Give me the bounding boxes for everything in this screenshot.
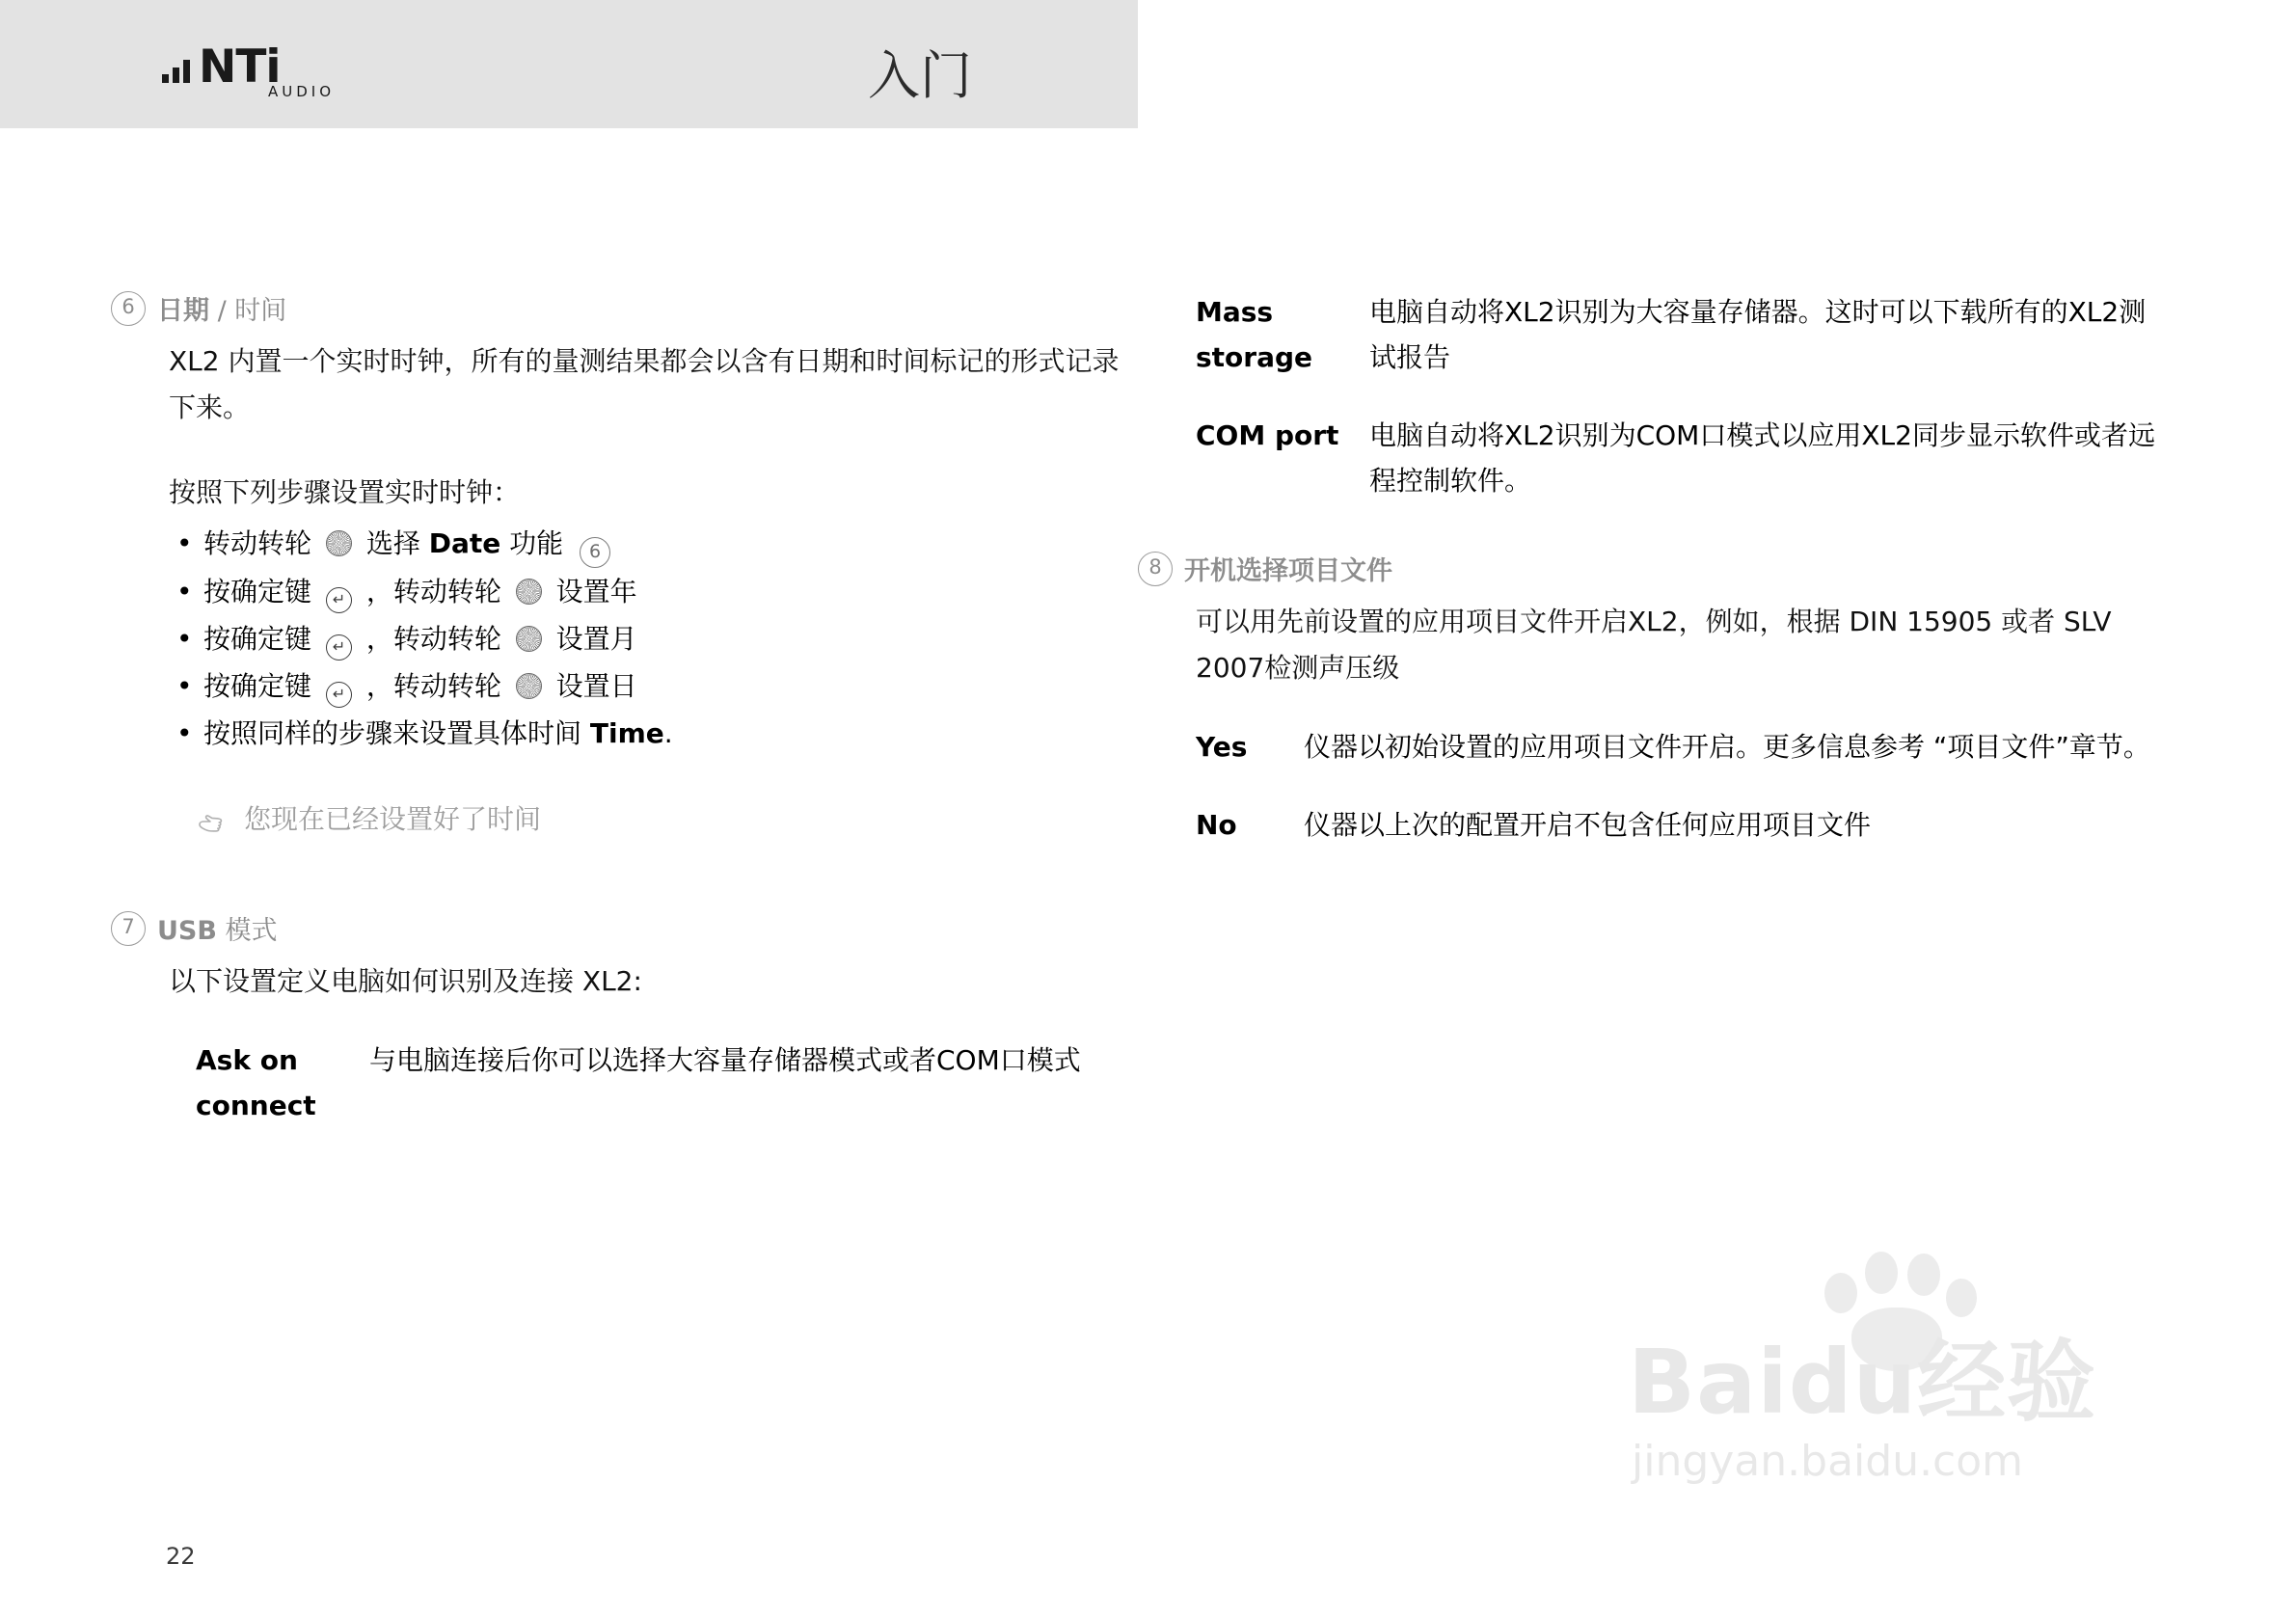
steps-list — [169, 520, 1143, 757]
section-startup-project-file — [1148, 550, 2170, 848]
definition-term: No — [1196, 809, 1237, 841]
definition-term: COM port — [1196, 419, 1339, 451]
list-item — [169, 520, 1143, 568]
wheel-icon — [326, 530, 352, 556]
logo-subtext: AUDIO — [268, 83, 336, 100]
logo-bars-icon — [162, 56, 190, 83]
step-text-post: 设置年 — [555, 576, 637, 607]
step-text-mid: ，转动转轮 — [365, 576, 501, 607]
note-text: 您现在已经设置好了时间 — [244, 803, 542, 835]
definition-description: 电脑自动将XL2识别为大容量存储器。这时可以下载所有的XL2测试报告 — [1369, 296, 2147, 373]
watermark-main-text: Baidu经验 — [1628, 1331, 2097, 1434]
step-text-post: . — [663, 717, 673, 749]
step-text-post: 功能 — [500, 527, 564, 559]
section-title-rest: / 时间 — [209, 296, 287, 326]
definition-description: 仪器以上次的配置开启不包含任何应用项目文件 — [1304, 809, 1872, 841]
paw-print-icon — [1815, 1244, 1969, 1379]
section-number-badge: 6 — [111, 291, 146, 326]
step-text-mid: 选择 — [365, 527, 429, 559]
section-heading — [1138, 550, 2170, 587]
step-text-bold: Date — [428, 527, 501, 559]
watermark-sub-text: jingyan.baidu.com — [1632, 1437, 2024, 1486]
page-number: 22 — [166, 1543, 196, 1570]
section-title — [157, 909, 278, 947]
right-column — [1148, 289, 2170, 880]
definition-term: Mass storage — [1196, 296, 1313, 373]
reference-number-badge: 6 — [580, 537, 610, 568]
step-text-post: 设置月 — [555, 623, 637, 655]
step-text-mid: ，转动转轮 — [365, 623, 501, 655]
definition-description: 与电脑连接后你可以选择大容量存储器模式或者COM口模式 — [369, 1044, 1081, 1076]
wheel-icon — [516, 626, 542, 652]
step-text-pre: 按照同样的步骤来设置具体时间 — [203, 717, 590, 749]
paragraph-steps-lead: 按照下列步骤设置实时时钟： — [169, 476, 521, 508]
section-heading — [111, 289, 1143, 327]
section-title-rest: 模式 — [216, 916, 278, 946]
section-title-bold: 开机选择项目文件 — [1184, 556, 1392, 586]
step-text-pre: 按确定键 — [203, 576, 312, 607]
wheel-icon — [516, 673, 542, 699]
list-item — [169, 568, 1143, 615]
definition-row — [196, 1038, 1143, 1128]
definition-row — [1196, 724, 2170, 769]
section-title-bold: 日期 — [157, 296, 209, 326]
list-item — [169, 662, 1143, 710]
section-number-badge: 7 — [111, 911, 146, 946]
step-text-mid: ，转动转轮 — [365, 670, 501, 702]
step-text-pre: 按确定键 — [203, 670, 312, 702]
watermark — [1601, 1273, 2179, 1524]
nti-audio-logo — [162, 39, 336, 100]
definition-list — [196, 1038, 1143, 1128]
definition-row — [1196, 289, 2170, 380]
enter-key-icon: ↵ — [326, 634, 352, 661]
section-title — [157, 289, 286, 327]
paragraph-intro: 以下设置定义电脑如何识别及连接 XL2: — [169, 965, 642, 997]
step-text-post: 设置日 — [555, 670, 637, 702]
paragraph-intro: 可以用先前设置的应用项目文件开启XL2，例如，根据 DIN 15905 或者 SLV 2007检测声压级 — [1196, 606, 2112, 684]
left-column — [122, 289, 1143, 1161]
step-text-pre: 按确定键 — [203, 623, 312, 655]
usb-definition-list — [1196, 289, 2170, 503]
note-block — [196, 801, 1143, 840]
logo-wordmark: NTi — [199, 40, 281, 94]
pointing-hand-icon — [196, 807, 229, 840]
definition-description: 电脑自动将XL2识别为COM口模式以应用XL2同步显示软件或者远程控制软件。 — [1369, 419, 2155, 497]
list-item — [169, 615, 1143, 662]
definition-term: Yes — [1196, 731, 1248, 763]
section-heading — [111, 909, 1143, 947]
enter-key-icon: ↵ — [326, 682, 352, 708]
paragraph-intro: XL2 内置一个实时时钟，所有的量测结果都会以含有日期和时间标记的形式记录下来。 — [169, 345, 1120, 423]
wheel-icon — [516, 579, 542, 605]
enter-key-icon: ↵ — [326, 587, 352, 613]
step-text-bold: Time — [589, 717, 664, 749]
section-title — [1184, 550, 1392, 587]
step-text-pre: 转动转轮 — [203, 527, 312, 559]
list-item — [169, 710, 1143, 757]
definition-row — [1196, 413, 2170, 503]
definition-list — [1196, 724, 2170, 848]
page-title: 入门 — [868, 45, 972, 106]
definition-row — [1196, 802, 2170, 848]
section-usb-mode — [122, 909, 1143, 1128]
section-title-bold: USB — [157, 916, 217, 946]
section-number-badge: 8 — [1138, 552, 1173, 586]
section-date-time — [122, 289, 1143, 840]
definition-term: Ask on connect — [196, 1044, 316, 1121]
definition-description: 仪器以初始设置的应用项目文件开启。更多信息参考 “项目文件”章节。 — [1304, 731, 2150, 763]
